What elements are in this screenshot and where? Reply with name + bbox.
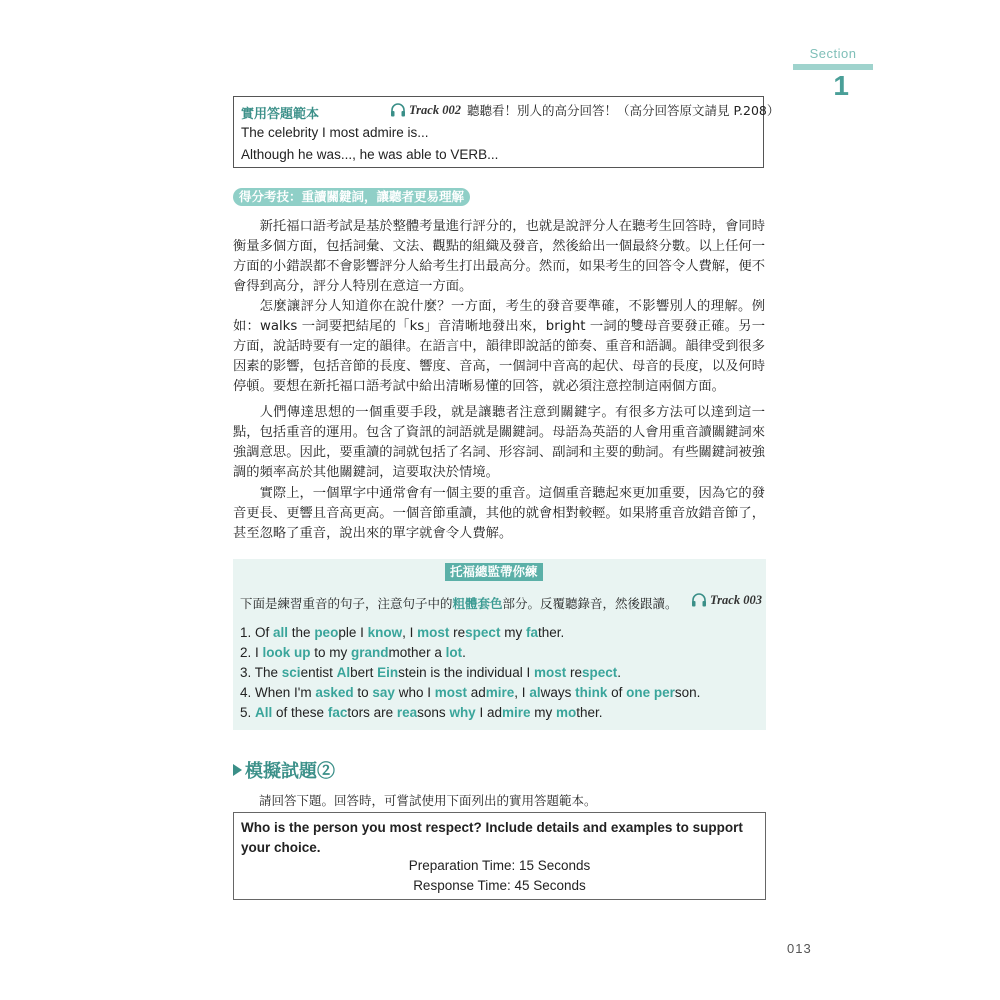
answer-template-box xyxy=(233,96,780,168)
sentence-text: ther. xyxy=(537,625,565,640)
sentence-text: 4. When I'm xyxy=(240,685,316,700)
stressed-syllable: one xyxy=(626,685,651,700)
template-title: 實用答題範本 xyxy=(241,107,320,122)
body-paragraph-2: 怎麼讓評分人知道你在說什麼？一方面，考生的發音要準確，不影響別人的理解。例如：walks 一詞要把結尾的「ks」音清晰地發出來，bright 一詞的雙母音要發正確。另一方面，說話時要有一定的韻律。在語言中，韻律即說話的節奏、重音和語調。韻律受到很多因素的影響，包括音節的長度、響度、音高，一個詞中音高的起伏、母音的長度，以及何時停頓。要想在新托福口語考試中給出清晰易懂的回答，就必須注意控制這兩個方面。 xyxy=(233,299,765,394)
tip-heading: 得分考技：重讀關鍵詞，讓聽者更易理解 xyxy=(233,188,470,206)
headphone-icon xyxy=(691,592,707,608)
sentence-text: ad xyxy=(466,685,486,700)
stressed-syllable: mire xyxy=(501,705,531,720)
stressed-syllable: spect xyxy=(581,665,618,680)
question-text: Who is the person you most respect? Include details and examples to support your choice. xyxy=(241,820,743,855)
sentence-text: , I xyxy=(402,625,418,640)
stressed-syllable: look up xyxy=(262,645,311,660)
sentence-text: my xyxy=(530,705,557,720)
section-number: 1 xyxy=(833,70,849,101)
stressed-syllable: fac xyxy=(327,705,348,720)
stressed-syllable: per xyxy=(653,685,675,700)
section-tab xyxy=(793,46,873,101)
stressed-syllable: lot xyxy=(445,645,463,660)
question-box xyxy=(233,812,766,900)
mock-heading xyxy=(233,757,335,783)
track-label: Track 002 xyxy=(409,102,461,117)
sentence-text: ther. xyxy=(576,705,603,720)
practice-title: 托福總監帶你練 xyxy=(445,563,543,581)
sentence-text: bert xyxy=(350,665,378,680)
template-line-1: The celebrity I most admire is... xyxy=(241,125,429,140)
response-time: Response Time: 45 Seconds xyxy=(413,878,586,893)
stressed-syllable: spect xyxy=(465,625,501,640)
sentence-text: my xyxy=(500,625,526,640)
sentence-text: who I xyxy=(394,685,435,700)
sentence-text: to xyxy=(353,685,373,700)
example-sentence xyxy=(240,663,700,683)
mock-title: 模擬試題② xyxy=(245,761,335,782)
stressed-syllable: sci xyxy=(281,665,301,680)
track-description: 聽聽看！別人的高分回答！（高分回答原文請見 P.208） xyxy=(466,103,780,118)
stressed-syllable: most xyxy=(533,665,567,680)
sentence-text: stein is the individual I xyxy=(398,665,534,680)
sentence-text: to my xyxy=(310,645,352,660)
mock-instruction: 請回答下題。回答時，可嘗試使用下面列出的實用答題範本。 xyxy=(259,793,597,808)
triangle-icon xyxy=(233,764,242,776)
sentence-text: 1. Of xyxy=(240,625,274,640)
stressed-syllable: most xyxy=(417,625,450,640)
stressed-syllable: mo xyxy=(556,705,577,720)
example-sentence xyxy=(240,643,700,663)
practice-intro-after: 部分。反覆聽錄音，然後跟讀。 xyxy=(502,596,678,611)
example-sentence xyxy=(240,683,700,703)
sentence-text: mother a xyxy=(388,645,446,660)
stressed-syllable: al xyxy=(529,685,541,700)
stressed-syllable: Ein xyxy=(377,665,399,680)
stressed-syllable: rea xyxy=(396,705,418,720)
sentence-text: ple I xyxy=(338,625,368,640)
body-paragraph-3: 人們傳達思想的一個重要手段，就是讓聽者注意到關鍵字。有很多方法可以達到這一點，包括重音的運用。包含了資訊的詞語就是關鍵詞。母語為英語的人會用重音讀關鍵詞來強調意思。因此，要重讀的詞就包括了名詞、形容詞、副詞和主要的動詞。有些關鍵詞被強調的頻率高於其他關鍵詞，這要取決於情境。 xyxy=(233,405,765,480)
stressed-syllable: think xyxy=(575,685,608,700)
sentence-text: . xyxy=(617,665,622,680)
sentence-text: re xyxy=(566,665,582,680)
stressed-syllable: why xyxy=(449,705,476,720)
stressed-syllable: Al xyxy=(336,665,351,680)
practice-intro-highlight: 粗體套色 xyxy=(452,596,503,611)
sentence-text: sons xyxy=(417,705,450,720)
sentence-text: tors are xyxy=(347,705,397,720)
track-002 xyxy=(390,101,779,119)
headphone-icon xyxy=(390,102,406,118)
sentence-text: 3. The xyxy=(240,665,282,680)
sentence-text: ways xyxy=(540,685,576,700)
stressed-syllable: grand xyxy=(351,645,389,660)
stressed-syllable: fa xyxy=(525,625,538,640)
example-sentence-list xyxy=(240,623,700,723)
preparation-time: Preparation Time: 15 Seconds xyxy=(408,858,591,873)
practice-intro-before: 下面是練習重音的句子，注意句子中的 xyxy=(240,596,453,611)
template-line-2: Although he was..., he was able to VERB... xyxy=(241,147,499,162)
track-label: Track 003 xyxy=(710,592,762,607)
sentence-text: son. xyxy=(674,685,701,700)
example-sentence xyxy=(240,623,700,643)
sentence-text: re xyxy=(449,625,466,640)
example-sentence xyxy=(240,703,700,723)
stressed-syllable: All xyxy=(255,705,273,720)
sentence-text: I ad xyxy=(475,705,502,720)
stressed-syllable: know xyxy=(367,625,403,640)
practice-box xyxy=(233,559,766,730)
stressed-syllable: say xyxy=(372,685,395,700)
sentence-text: of xyxy=(607,685,627,700)
stressed-syllable: most xyxy=(434,685,467,700)
stressed-syllable: peo xyxy=(314,625,339,640)
section-label: Section xyxy=(809,46,857,61)
practice-intro xyxy=(240,594,678,612)
body-paragraph-4: 實際上，一個單字中通常會有一個主要的重音。這個重音聽起來更加重要，因為它的發音更長、更響且音高更高。一個音節重讀，其他的就會相對較輕。如果將重音放錯音節了，甚至忽略了重音，說出來的單字就會令人費解。 xyxy=(233,486,765,541)
page-number: 013 xyxy=(787,941,812,956)
body-paragraph-1: 新托福口語考試是基於整體考量進行評分的，也就是說評分人在聽考生回答時，會同時衡量多個方面，包括詞彙、文法、觀點的組織及發音，然後給出一個最終分數。以上任何一方面的小錯誤都不會影響評分人給考生打出最高分。然而，如果考生的回答令人費解，便不會得到高分，評分人特別在意這一方面。 xyxy=(233,219,765,294)
sentence-text: of these xyxy=(272,705,328,720)
stressed-syllable: asked xyxy=(315,685,354,700)
sentence-text: entist xyxy=(300,665,337,680)
track-003 xyxy=(691,592,768,608)
sentence-text: the xyxy=(288,625,315,640)
sentence-text: 2. I xyxy=(240,645,263,660)
sentence-text: 5. xyxy=(240,705,256,720)
stressed-syllable: all xyxy=(273,625,289,640)
sentence-text: , I xyxy=(514,685,530,700)
sentence-text: . xyxy=(462,645,466,660)
stressed-syllable: mire xyxy=(485,685,515,700)
